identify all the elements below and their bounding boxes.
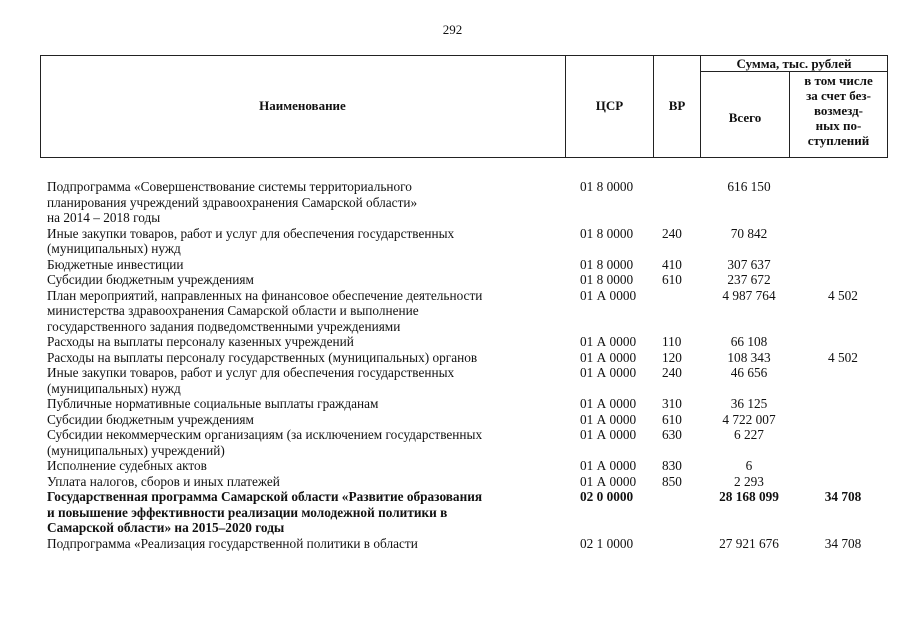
row-csr: 01 А 0000 [580,365,637,380]
row-name [47,179,569,226]
row-csr: 01 А 0000 [580,349,637,365]
row-name [47,536,569,552]
row-total: 4 987 764 [722,287,776,303]
row-vr: 240 [662,365,682,380]
header-right-border [887,55,888,158]
row-name-line: Расходы на выплаты персоналу государственных (муниципальных) органов [47,349,478,365]
header-free-line: за счет без- [806,88,871,103]
row-name-line: (муниципальных) нужд [47,241,181,256]
header-vr: ВР [668,98,686,113]
row-total: 237 672 [727,272,771,287]
row-total: 6 227 [734,427,764,442]
row-vr: 110 [662,334,682,349]
row-free: 4 502 [828,349,858,365]
row-name [47,489,569,536]
row-total: 66 108 [730,334,768,349]
row-name-line: Уплата налогов, сборов и иных платежей [47,473,280,489]
row-total: 4 722 007 [722,411,776,427]
table-row [0,396,905,412]
row-name-line: на 2014 – 2018 годы [47,210,161,225]
row-csr: 01 А 0000 [580,396,637,411]
row-name-line: Бюджетные инвестиции [47,256,184,272]
row-name [47,288,569,335]
row-name-line: государственного задания подведомственными учреждениями [47,318,401,334]
header-amount: Сумма, тыс. рублей [736,56,852,71]
table-row [0,288,905,335]
row-total: 28 168 099 [719,489,779,504]
row-csr: 01 А 0000 [580,287,637,303]
table-row [0,257,905,273]
row-vr: 410 [662,256,682,272]
row-name-line: министерства здравоохранения Самарской области и выполнение [47,303,419,318]
row-name-line: Государственная программа Самарской области «Развитие образования [47,489,483,504]
page-number: 292 [442,22,463,37]
row-name [47,365,569,396]
row-name-line: Иные закупки товаров, работ и услуг для обеспечения государственных [47,225,455,241]
row-vr: 850 [662,473,682,489]
table-row [0,226,905,257]
header-csr: ЦСР [595,98,624,113]
row-csr: 01 А 0000 [580,411,637,427]
table-row [0,365,905,396]
row-csr: 01 8 0000 [580,179,634,194]
row-name-line: (муниципальных) учреждений) [47,442,225,458]
row-total: 108 343 [727,349,771,365]
row-free: 34 708 [824,489,862,504]
row-name [47,257,569,273]
table-body [0,179,905,551]
header-name: Наименование [259,98,346,113]
row-name-line: Субсидии бюджетным учреждениям [47,411,254,427]
table-row [0,412,905,428]
row-csr: 01 8 0000 [580,256,634,272]
row-name-line: и повышение эффективности реализации молодежной политики в [47,504,448,520]
header-free-line: возмезд- [814,103,863,118]
row-free: 34 708 [824,535,862,551]
table-row [0,334,905,350]
table-row [0,179,905,226]
table-row [0,272,905,288]
row-csr: 01 8 0000 [580,225,634,241]
row-name [47,427,569,458]
header-total: Всего [728,110,762,125]
row-name-line: Самарской области» на 2015–2020 годы [47,520,285,535]
row-csr: 02 0 0000 [580,489,634,504]
row-total: 70 842 [730,225,768,241]
header-free-line: ступлений [807,133,870,148]
amount-divider [700,71,888,72]
row-vr: 310 [662,396,682,411]
row-name [47,334,569,350]
row-csr: 01 А 0000 [580,334,637,349]
row-total: 307 637 [727,256,771,272]
header-bottom-border [40,157,888,158]
row-total: 36 125 [730,396,768,411]
row-vr: 830 [662,458,682,473]
row-name-line: Подпрограмма «Реализация государственной политики в области [47,535,418,551]
row-name [47,474,569,490]
row-csr: 01 А 0000 [580,427,637,442]
table-row [0,474,905,490]
table-row [0,536,905,552]
row-vr: 610 [662,272,682,287]
table-row [0,350,905,366]
row-csr: 02 1 0000 [580,535,634,551]
row-csr: 01 А 0000 [580,473,637,489]
row-name-line: План мероприятий, направленных на финансовое обеспечение деятельности [47,287,483,303]
row-name [47,396,569,412]
table-row [0,427,905,458]
row-name [47,458,569,474]
row-csr: 01 8 0000 [580,272,634,287]
row-name-line: Расходы на выплаты персоналу казенных учреждений [47,334,354,349]
row-total: 2 293 [734,473,764,489]
row-vr: 240 [662,225,682,241]
row-total: 616 150 [727,179,771,194]
row-total: 6 [745,458,753,473]
row-name-line: Субсидии бюджетным учреждениям [47,272,254,287]
row-vr: 120 [662,349,682,365]
row-name-line: (муниципальных) нужд [47,380,181,396]
table-row [0,458,905,474]
header-free [790,73,887,148]
header-free-line: ных по- [815,118,862,133]
header-free-line: в том числе [804,73,873,88]
row-name-line: Исполнение судебных актов [47,458,207,473]
table-header [40,55,888,158]
row-vr: 610 [662,411,682,427]
row-name-line: планирования учреждений здравоохранения Самарской области» [47,194,418,210]
row-name [47,272,569,288]
row-vr: 630 [662,427,682,442]
row-free: 4 502 [828,287,858,303]
table-row [0,489,905,536]
row-name [47,350,569,366]
row-name [47,226,569,257]
row-name-line: Субсидии некоммерческим организациям (за исключением государственных [47,427,483,442]
row-name-line: Иные закупки товаров, работ и услуг для обеспечения государственных [47,365,455,380]
row-total: 46 656 [730,365,768,380]
row-name-line: Подпрограмма «Совершенствование системы территориального [47,179,412,194]
row-csr: 01 А 0000 [580,458,637,473]
row-name-line: Публичные нормативные социальные выплаты гражданам [47,396,379,411]
row-total: 27 921 676 [719,535,779,551]
row-name [47,412,569,428]
